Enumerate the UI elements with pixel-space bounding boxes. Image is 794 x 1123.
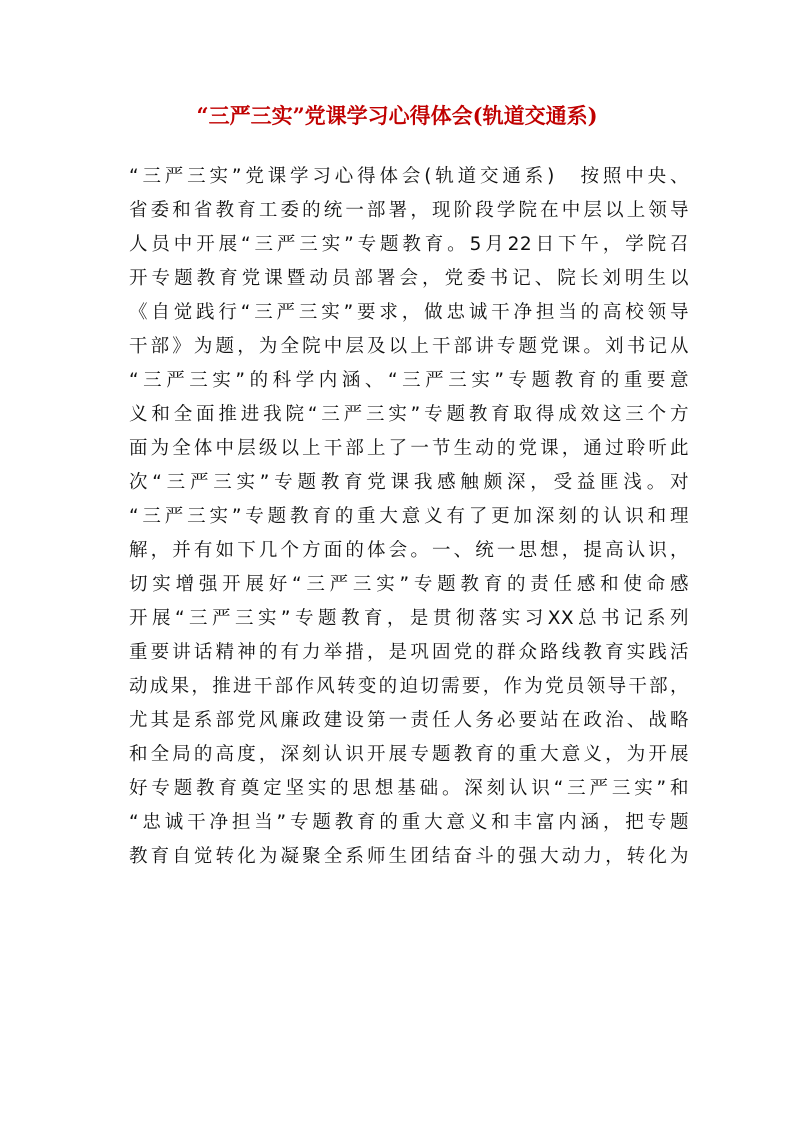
body-line: “三严三实”的科学内涵、“三严三实”专题教育的重要意	[129, 370, 689, 391]
body-line: 义和全面推进我院“三严三实”专题教育取得成效这三个方	[129, 404, 689, 425]
document-title: “三严三实”党课学习心得体会(轨道交通系)	[196, 103, 598, 128]
body-line: 动成果，推进干部作风转变的迫切需要，作为党员领导干部，	[129, 676, 689, 697]
body-line: 《自觉践行“三严三实”要求，做忠诚干净担当的高校领导	[129, 302, 689, 323]
body-line: 重要讲话精神的有力举措，是巩固党的群众路线教育实践活	[129, 642, 689, 663]
body-line: 干部》为题，为全院中层及以上干部讲专题党课。刘书记从	[129, 336, 689, 357]
body-line: 教育自觉转化为凝聚全系师生团结奋斗的强大动力，转化为	[129, 846, 689, 867]
document-body	[129, 160, 689, 874]
body-line: 和全局的高度，深刻认识开展专题教育的重大意义，为开展	[129, 744, 689, 765]
body-line: 解，并有如下几个方面的体会。一、统一思想，提高认识，	[129, 540, 689, 561]
body-line: 开专题教育党课暨动员部署会，党委书记、院长刘明生以	[129, 268, 689, 289]
body-line: 开展“三严三实”专题教育，是贯彻落实习XX总书记系列	[129, 608, 689, 629]
body-line: “三严三实”专题教育的重大意义有了更加深刻的认识和理	[129, 506, 689, 527]
body-line: 好专题教育奠定坚实的思想基础。深刻认识“三严三实”和	[129, 778, 689, 799]
body-line: 尤其是系部党风廉政建设第一责任人务必要站在政治、战略	[129, 710, 689, 731]
body-line: “忠诚干净担当”专题教育的重大意义和丰富内涵，把专题	[129, 812, 689, 833]
body-line: 省委和省教育工委的统一部署，现阶段学院在中层以上领导	[129, 200, 689, 221]
body-line: 人员中开展“三严三实”专题教育。5月22日下午，学院召	[129, 234, 689, 255]
body-line: 切实增强开展好“三严三实”专题教育的责任感和使命感	[129, 574, 689, 595]
body-line: “三严三实”党课学习心得体会(轨道交通系) 按照中央、	[129, 166, 689, 187]
body-line: 次“三严三实”专题教育党课我感触颇深，受益匪浅。对	[129, 472, 689, 493]
body-line: 面为全体中层级以上干部上了一节生动的党课，通过聆听此	[129, 438, 689, 459]
